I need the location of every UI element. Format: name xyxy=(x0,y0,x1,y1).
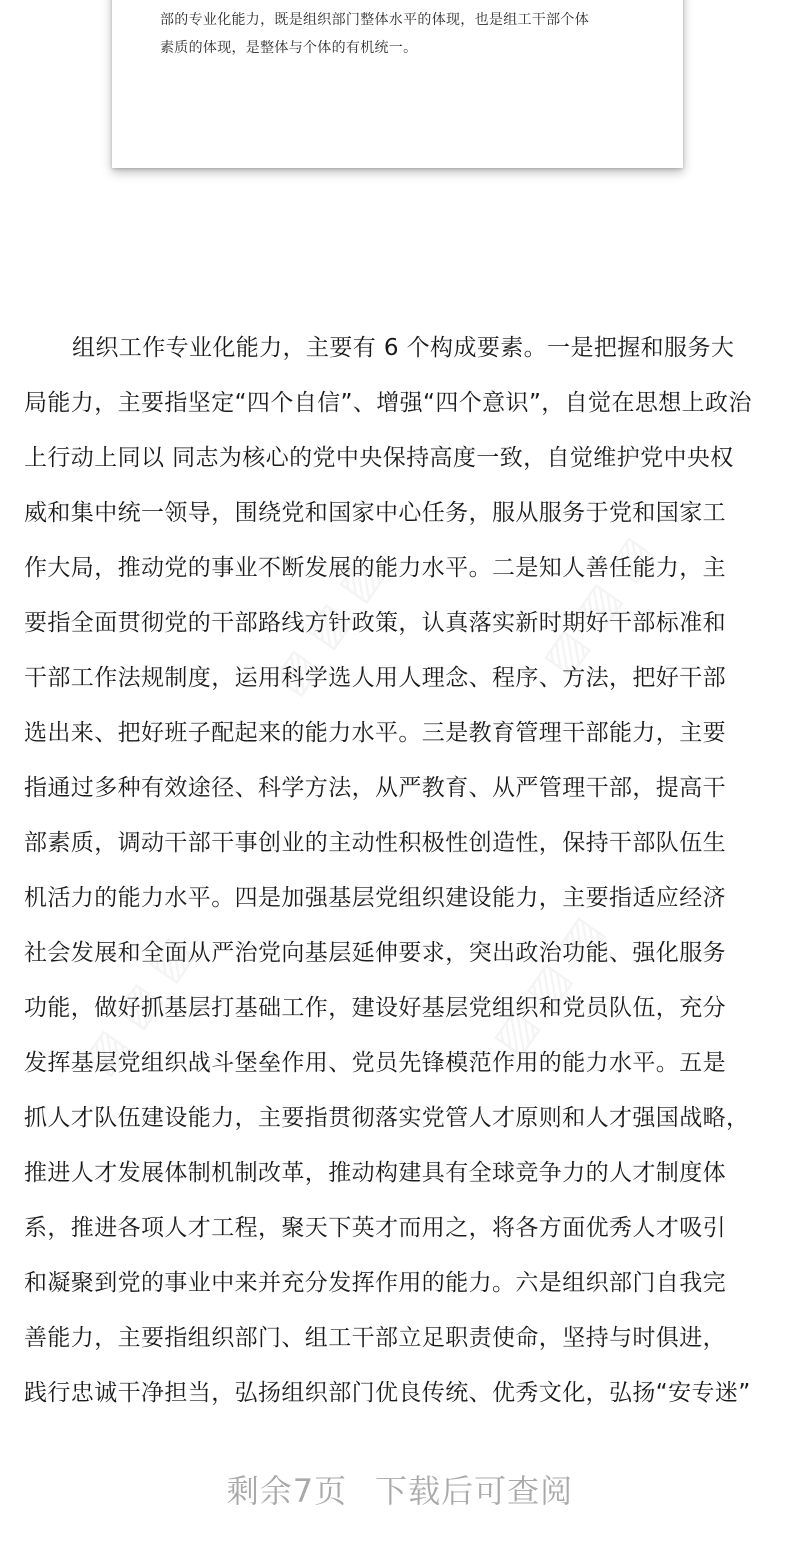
body-line: 上行动上同以 同志为核心的党中央保持高度一致，自觉维护党中央权 xyxy=(24,445,734,471)
preview-line: 素质的体现，是整体与个体的有机统一。 xyxy=(160,40,418,56)
body-line: 社会发展和全面从严治党向基层延伸要求，突出政治功能、强化服务 xyxy=(24,940,726,966)
remaining-pages-label[interactable]: 剩余7页 xyxy=(226,1472,348,1510)
body-line: 抓人才队伍建设能力，主要指贯彻落实党管人才原则和人才强国战略， xyxy=(24,1105,750,1131)
document-body xyxy=(24,321,784,1421)
body-line: 要指全面贯彻党的干部路线方针政策，认真落实新时期好干部标准和 xyxy=(24,610,726,636)
body-line: 推进人才发展体制机制改革，推动构建具有全球竞争力的人才制度体 xyxy=(24,1160,726,1186)
body-line: 威和集中统一领导，围绕党和国家中心任务，服从服务于党和国家工 xyxy=(24,500,726,526)
body-line: 机活力的能力水平。四是加强基层党组织建设能力，主要指适应经济 xyxy=(24,885,726,911)
body-line: 选出来、把好班子配起来的能力水平。三是教育管理干部能力，主要 xyxy=(24,720,726,746)
preview-card xyxy=(112,0,683,168)
body-line: 作大局，推动党的事业不断发展的能力水平。二是知人善任能力，主 xyxy=(24,555,726,581)
preview-line: 部的专业化能力，既是组织部门整体水平的体现，也是组工干部个体 xyxy=(160,12,589,28)
body-line: 系，推进各项人才工程，聚天下英才而用之，将各方面优秀人才吸引 xyxy=(24,1215,726,1241)
download-prompt-label[interactable]: 下载后可查阅 xyxy=(375,1472,574,1510)
body-line: 指通过多种有效途径、科学方法，从严教育、从严管理干部，提高干 xyxy=(24,775,726,801)
body-line: 践行忠诚干净担当，弘扬组织部门优良传统、优秀文化，弘扬“安专迷” xyxy=(24,1380,751,1406)
body-line: 善能力，主要指组织部门、组工干部立足职责使命，坚持与时俱进， xyxy=(24,1325,726,1351)
body-line: 干部工作法规制度，运用科学选人用人理念、程序、方法，把好干部 xyxy=(24,665,726,691)
body-line: 发挥基层党组织战斗堡垒作用、党员先锋模范作用的能力水平。五是 xyxy=(24,1050,726,1076)
body-line: 局能力，主要指坚定“四个自信”、增强“四个意识”，自觉在思想上政治 xyxy=(24,390,752,416)
body-line: 和凝聚到党的事业中来并充分发挥作用的能力。六是组织部门自我完 xyxy=(24,1270,726,1296)
body-line: 部素质，调动干部干事创业的主动性积极性创造性，保持干部队伍生 xyxy=(24,830,726,856)
download-to-read-more[interactable] xyxy=(0,1466,800,1512)
body-line: 功能，做好抓基层打基础工作，建设好基层党组织和党员队伍，充分 xyxy=(24,995,726,1021)
body-line: 组织工作专业化能力，主要有 6 个构成要素。一是把握和服务大 xyxy=(72,335,735,361)
